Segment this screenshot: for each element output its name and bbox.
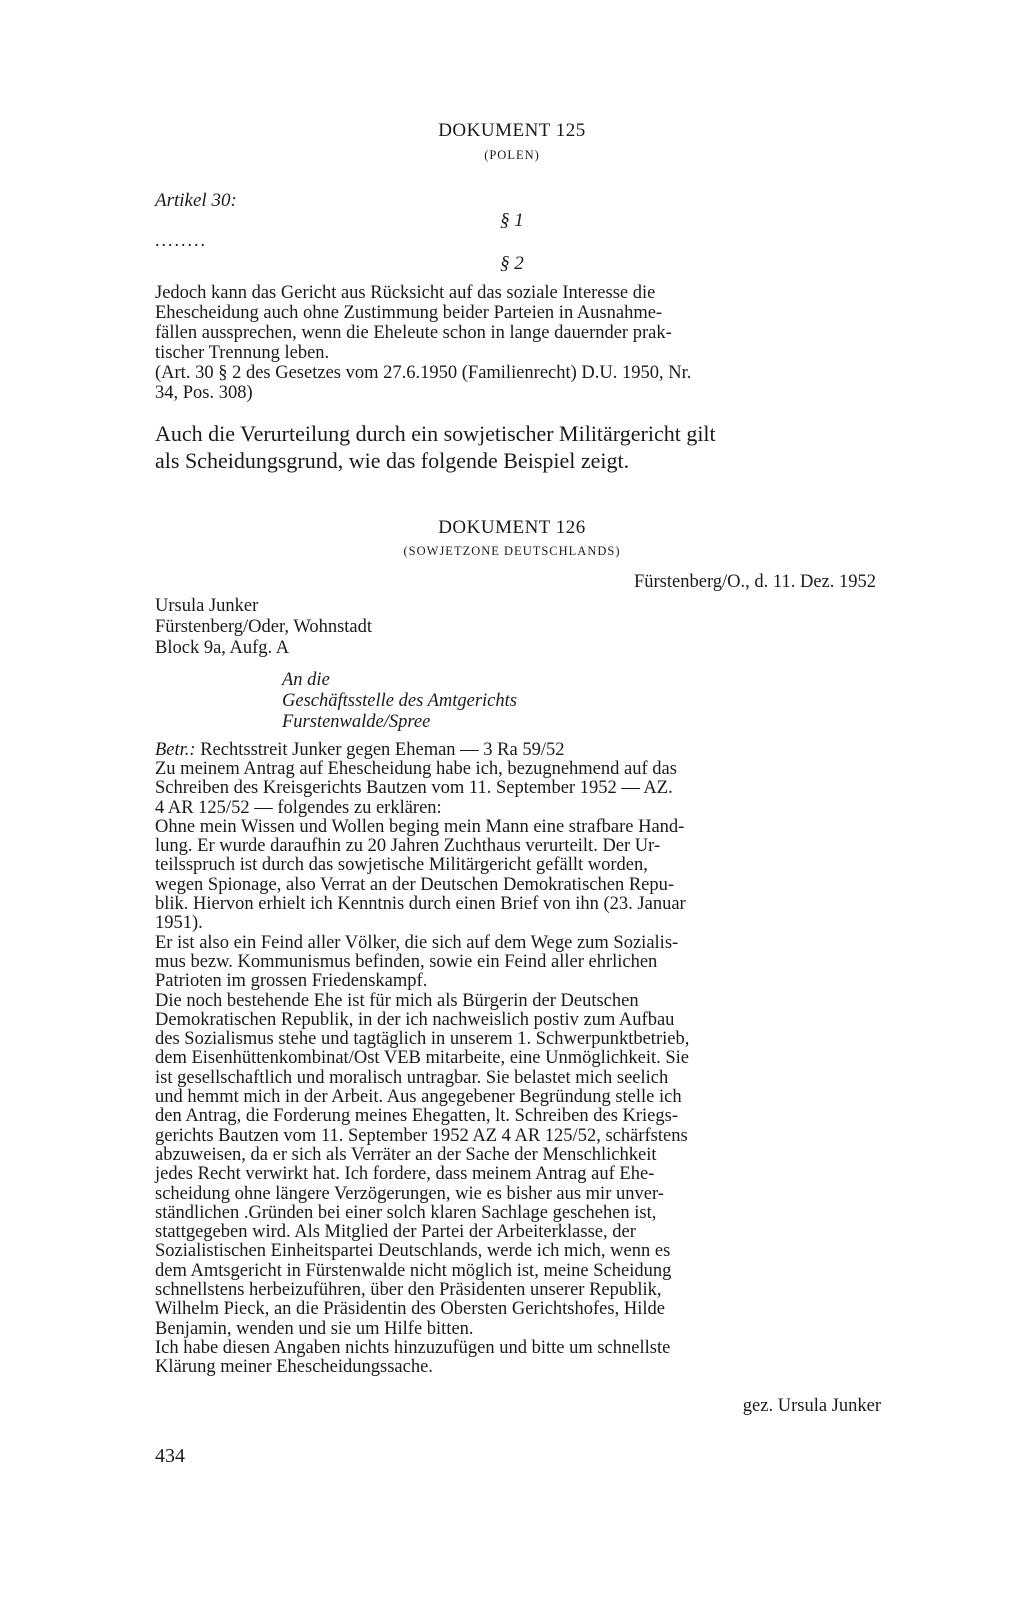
doc126-title: DOKUMENT 126 [438, 517, 586, 538]
doc125-paragraph-2: § 2 [500, 253, 524, 274]
doc125-citation-line: (Art. 30 § 2 des Gesetzes vom 27.6.1950 (Familienrecht) D.U. 1950, Nr. [155, 363, 692, 383]
letter-line: 1951). [155, 913, 203, 934]
doc125-body-line: fällen aussprechen, wenn die Eheleute schon in lange dauernder prak- [155, 323, 672, 343]
commentary-line: als Scheidungsgrund, wie das folgende Beispiel zeigt. [155, 448, 630, 473]
letter-line: Schreiben des Kreisgerichts Bautzen vom 11. September 1952 — AZ. [155, 778, 673, 799]
doc126-recipient [282, 670, 517, 733]
letter-line: den Antrag, die Forderung meines Ehegatten, lt. Schreiben des Kriegs- [155, 1106, 678, 1127]
letter-line: gerichts Bautzen vom 11. September 1952 AZ 4 AR 125/52, schärfstens [155, 1125, 688, 1146]
doc125-subtitle: (POLEN) [484, 148, 540, 162]
letter-line: 4 AR 125/52 — folgendes zu erklären: [155, 797, 442, 818]
doc125-body-line: Jedoch kann das Gericht aus Rücksicht auf das soziale Interesse die [155, 283, 656, 303]
sender-line: Block 9a, Aufg. A [155, 638, 290, 658]
subject-label: Betr.: [155, 740, 196, 760]
page-number: 434 [155, 1445, 185, 1467]
letter-line: Patrioten im grossen Friedenskampf. [155, 971, 428, 992]
letter-line: Ich habe diesen Angaben nichts hinzuzufügen und bitte um schnellste [155, 1337, 671, 1358]
doc126-signature: gez. Ursula Junker [742, 1396, 881, 1416]
letter-line: abzuweisen, da er sich als Verräter an der Sache der Menschlichkeit [155, 1144, 657, 1165]
commentary-line: Auch die Verurteilung durch ein sowjetischer Militärgericht gilt [155, 421, 716, 446]
letter-line: und hemmt mich in der Arbeit. Aus angegebener Begründung stelle ich [155, 1087, 682, 1108]
doc125-ellipsis: ........ [155, 230, 207, 250]
sender-line: Fürstenberg/Oder, Wohnstadt [155, 617, 373, 637]
letter-line: Die noch bestehende Ehe ist für mich als Bürgerin der Deutschen [155, 990, 639, 1011]
letter-line: ständlichen .Gründen bei einer solch klaren Sachlage geschehen ist, [155, 1202, 657, 1223]
doc125-body [155, 283, 875, 403]
letter-line: des Sozialismus stehe und tagtäglich in unserem 1. Schwerpunktbetrieb, [155, 1029, 690, 1050]
letter-line: lung. Er wurde daraufhin zu 20 Jahren Zuchthaus verurteilt. Der Ur- [155, 836, 661, 857]
doc125-body-line: tischer Trennung leben. [155, 343, 330, 363]
letter-line: Benjamin, wenden und sie um Hilfe bitten. [155, 1318, 474, 1339]
letter-line: scheidung ohne längere Verzögerungen, wie es bisher aus mir unver- [155, 1183, 664, 1204]
letter-line: stattgegeben wird. Als Mitglied der Partei der Arbeiterklasse, der [155, 1222, 636, 1243]
letter-line: Ohne mein Wissen und Wollen beging mein Mann eine strafbare Hand- [155, 816, 685, 837]
doc125-citation-line: 34, Pos. 308) [155, 383, 253, 403]
letter-line: wegen Spionage, also Verrat an der Deutschen Demokratischen Repu- [155, 874, 675, 895]
doc125-artikel: Artikel 30: [155, 190, 237, 211]
doc126-place-date: Fürstenberg/O., d. 11. Dez. 1952 [633, 572, 876, 592]
letter-line: jedes Recht verwirkt hat. Ich fordere, dass meinem Antrag auf Ehe- [155, 1164, 655, 1185]
letter-line: Sozialistischen Einheitspartei Deutschlands, werde ich mich, wenn es [155, 1241, 671, 1262]
recipient-line: Geschäftsstelle des Amtgerichts [282, 691, 517, 711]
letter-line: Demokratischen Republik, in der ich nachweislich postiv zum Aufbau [155, 1009, 675, 1030]
doc125-paragraph-1: § 1 [500, 210, 524, 231]
subject-text: Rechtsstreit Junker gegen Eheman — 3 Ra 59/52 [200, 740, 565, 760]
doc126-letter-body [155, 760, 877, 1378]
doc126-subject [155, 740, 564, 761]
sender-line: Ursula Junker [155, 596, 259, 616]
letter-line: schnellstens herbeizuführen, über den Präsidenten unserer Republik, [155, 1280, 662, 1301]
letter-line: Er ist also ein Feind aller Völker, die sich auf dem Wege zum Sozialis- [155, 932, 679, 953]
recipient-line: Furstenwalde/Spree [282, 712, 431, 732]
letter-line: Wilhelm Pieck, an die Präsidentin des Obersten Gerichtshofes, Hilde [155, 1299, 665, 1320]
letter-line: Zu meinem Antrag auf Ehescheidung habe ich, bezugnehmend auf das [155, 759, 677, 779]
letter-line: teilsspruch ist durch das sowjetische Militärgericht gefällt worden, [155, 855, 648, 876]
recipient-line: An die [282, 670, 330, 690]
letter-line: Klärung meiner Ehescheidungssache. [155, 1357, 433, 1378]
doc125-body-line: Ehescheidung auch ohne Zustimmung beider Parteien in Ausnahme- [155, 303, 663, 323]
letter-line: dem Amtsgericht in Fürstenwalde nicht möglich ist, meine Scheidung [155, 1260, 672, 1281]
commentary [155, 420, 885, 474]
doc126-sender [155, 596, 372, 659]
doc125-title: DOKUMENT 125 [438, 120, 586, 141]
letter-line: dem Eisenhüttenkombinat/Ost VEB mitarbeite, eine Unmöglichkeit. Sie [155, 1048, 690, 1069]
letter-line: ist gesellschaftlich und moralisch untragbar. Sie belastet mich seelich [155, 1067, 669, 1088]
letter-line: mus bezw. Kommunismus befinden, sowie ein Feind aller ehrlichen [155, 951, 658, 972]
letter-line: blik. Hiervon erhielt ich Kenntnis durch einen Brief von ihn (23. Januar [155, 894, 686, 915]
doc126-subtitle: (SOWJETZONE DEUTSCHLANDS) [403, 544, 621, 558]
